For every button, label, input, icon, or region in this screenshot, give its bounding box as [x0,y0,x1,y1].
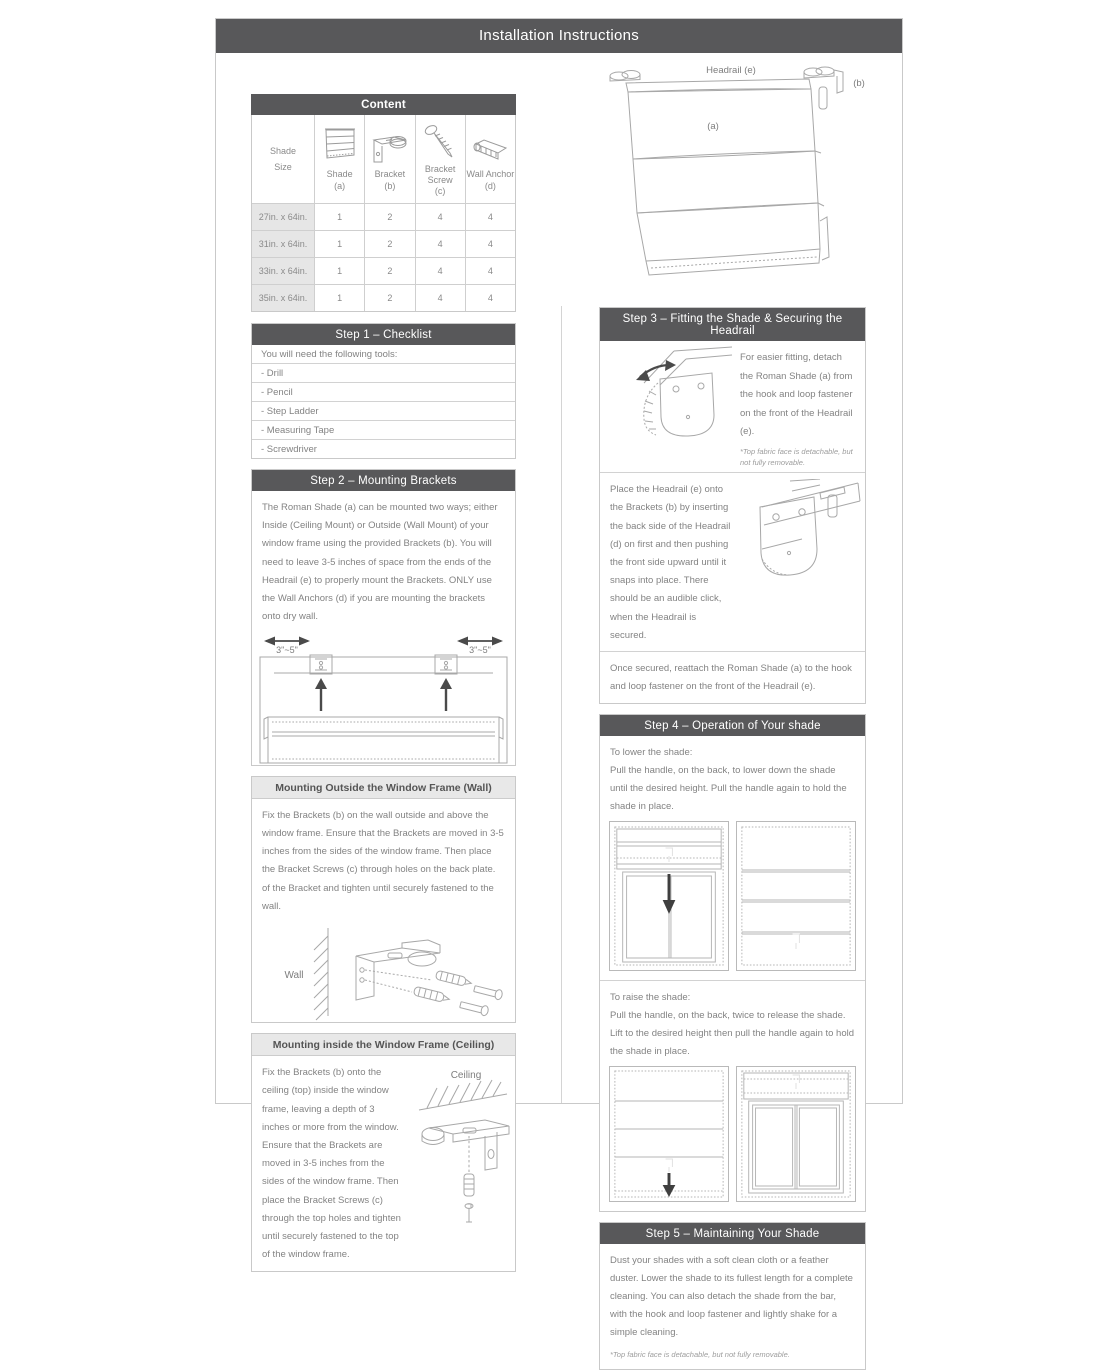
gap-label-left: 3"~5" [276,644,298,655]
list-item: - Drill [252,364,515,383]
bracket-icon [370,126,410,166]
row-header-line1: Shade [269,146,297,156]
wall-mount-body: Fix the Brackets (b) on the wall outside and above the window frame. Ensure that the Brackets are moved in 3-5 inches from the sides of the window frame. Then place the Bracket Screws (c) through holes on the back plate. of the Bracket and tighten until securely fastened to the wall. [262,809,504,912]
step2-body: The Roman Shade (a) can be mounted two ways; either Inside (Ceiling Mount) or Outside (Wall Mount) of your window frame using the provided Brackets (b). You will need to leave 3-5 inches of space from the ends of the Headrail (e) to properly mount the Brackets. ONLY use the Wall Anchors (d) if you are mounting the brackets onto dry wall. [262,502,498,623]
step3-block1-text: For easier fitting, detach the Roman Shade (a) from the hook and loop fastener on the front of the Headrail (e). [740,352,853,438]
table-row-size: 33in. x 64in. [252,257,314,284]
step2-section [251,469,516,766]
content-col-header [252,115,314,203]
table-row-size: 27in. x 64in. [252,203,314,230]
ceiling-mount-section [251,1033,516,1272]
bracket-spacing-diagram [252,633,515,765]
raise-diagrams-row [600,1064,865,1211]
wall-label: Wall [284,970,304,982]
snap-headrail-diagram [732,473,865,651]
step5-body: Dust your shades with a soft clean cloth or a feather duster. Lower the shade to its fullest length for a complete cleaning. You can also detach the shade from the bar, with the hook and loop fastener and lightly shake for a simple cleaning. [610,1254,853,1339]
step4-title: Step 4 – Operation of Your shade [600,715,865,736]
left-bracket-glyph [610,71,640,82]
table-cell: 2 [364,230,414,257]
step3-section [599,307,866,704]
step5-section [599,1222,866,1370]
table-cell: 1 [314,284,364,311]
shade-overview-diagram [591,61,866,301]
table-cell: 2 [364,257,414,284]
lower-diagrams-row [600,819,865,980]
window-shade-raised-diagram [736,1066,856,1202]
table-cell: 4 [415,230,465,257]
content-col-header [465,115,515,203]
step3-block2 [600,473,865,652]
instruction-sheet [215,18,903,1359]
table-cell: 1 [314,203,364,230]
column-label: Bracket Screw (c) [424,163,456,197]
ceiling-mount-content [252,1056,515,1271]
step4-raise-heading: To raise the shade: [610,991,691,1003]
ceiling-mount-title: Mounting inside the Window Frame (Ceiling) [252,1034,515,1056]
content-col-header [364,115,414,203]
table-cell: 2 [364,284,414,311]
shade-lowered-diagram [736,821,856,971]
table-cell: 4 [465,230,515,257]
gap-label-right: 3"~5" [469,644,491,655]
right-column [599,61,866,1370]
ceiling-label: Ceiling [450,1070,482,1082]
content-col-header [415,115,465,203]
table-cell: 4 [465,257,515,284]
list-item: - Screwdriver [261,444,317,455]
column-label: Wall Anchor (d) [466,169,515,191]
right-bracket-glyph [804,67,843,109]
content-col-header [314,115,364,203]
table-cell: 2 [364,203,414,230]
step5-title: Step 5 – Maintaining Your Shade [600,1223,865,1244]
step3-block2-text: Place the Headrail (e) onto the Brackets (b) by inserting the back side of the Headrail (d) on first and then pushing the front side upward until it snaps into place. There should be an audible click, when the Headrail is secured. [610,484,731,641]
wall-anchor-icon [470,126,510,166]
step1-title: Step 1 – Checklist [252,324,515,345]
step5-note: *Top fabric face is detachable, but not fully removable. [610,1349,790,1359]
row-header-line2: Size [274,162,292,172]
step4-raise-body: Pull the handle, on the back, twice to release the shade. Lift to the desired height then pull the handle again to hold the shade in place. [610,1009,855,1058]
column-divider [561,306,562,1103]
step4-lower-heading: To lower the shade: [610,746,693,758]
table-cell: 1 [314,257,364,284]
content-table-grid [251,115,516,312]
column-label: Shade (a) [326,169,353,191]
ceiling-mount-body: Fix the Brackets (b) onto the ceiling (top) inside the window frame, leaving a depth of 3 inches or more from the window. Ensure that the Brackets are moved in 3-5 inches from the sides of the window frame. Then place the Bracket Screws (c) through the top holes and tighten until securely fastened to the top of the window frame. [262,1067,401,1261]
wall-mount-diagram [252,922,515,1022]
shade-label: (a) [707,121,719,132]
step1-section [251,323,516,459]
table-cell: 4 [415,203,465,230]
step3-title: Step 3 – Fitting the Shade & Securing the Headrail [600,308,865,341]
step4-raise-textwrap [600,981,865,1064]
table-cell: 4 [415,284,465,311]
bracket-label: (b) [853,78,865,89]
wall-mount-title: Mounting Outside the Window Frame (Wall) [252,777,515,799]
table-cell: 4 [465,284,515,311]
left-column [251,94,516,1272]
step3-block1 [600,341,865,473]
table-row-size: 35in. x 64in. [252,284,314,311]
table-row-size: 31in. x 64in. [252,230,314,257]
list-item: - Step Ladder [252,402,515,421]
column-label: Bracket (b) [374,169,406,191]
content-table-title: Content [251,94,516,115]
step3-block1-textwrap [734,341,865,472]
content-table [251,94,516,312]
window-shade-raised-arrow-diagram [609,821,729,971]
step4-lower-textwrap [600,736,865,819]
list-item: - Pencil [252,383,515,402]
table-cell: 4 [415,257,465,284]
step2-title: Step 2 – Mounting Brackets [252,470,515,491]
detach-shade-diagram [600,341,734,472]
step3-block1-note: *Top fabric face is detachable, but not fully removable. [740,446,853,467]
list-item: - Measuring Tape [252,421,515,440]
step3-block3-text: Once secured, reattach the Roman Shade (a) to the hook and loop fastener on the front of the Headrail (e). [610,663,852,693]
headrail-label: Headrail (e) [706,65,756,76]
wall-mount-section [251,776,516,1023]
tools-intro: You will need the following tools: [252,345,515,364]
shade-icon [322,126,358,166]
shade-lowered-arrow-diagram [609,1066,729,1202]
page-title: Installation Instructions [216,19,902,53]
bracket-screw-icon [422,121,458,161]
table-cell: 4 [465,203,515,230]
ceiling-mount-diagram [411,1056,515,1271]
step4-section [599,714,866,1212]
step4-lower-body: Pull the handle, on the back, to lower down the shade until the desired height. Pull the handle again to hold the shade in place. [610,764,847,813]
table-cell: 1 [314,230,364,257]
